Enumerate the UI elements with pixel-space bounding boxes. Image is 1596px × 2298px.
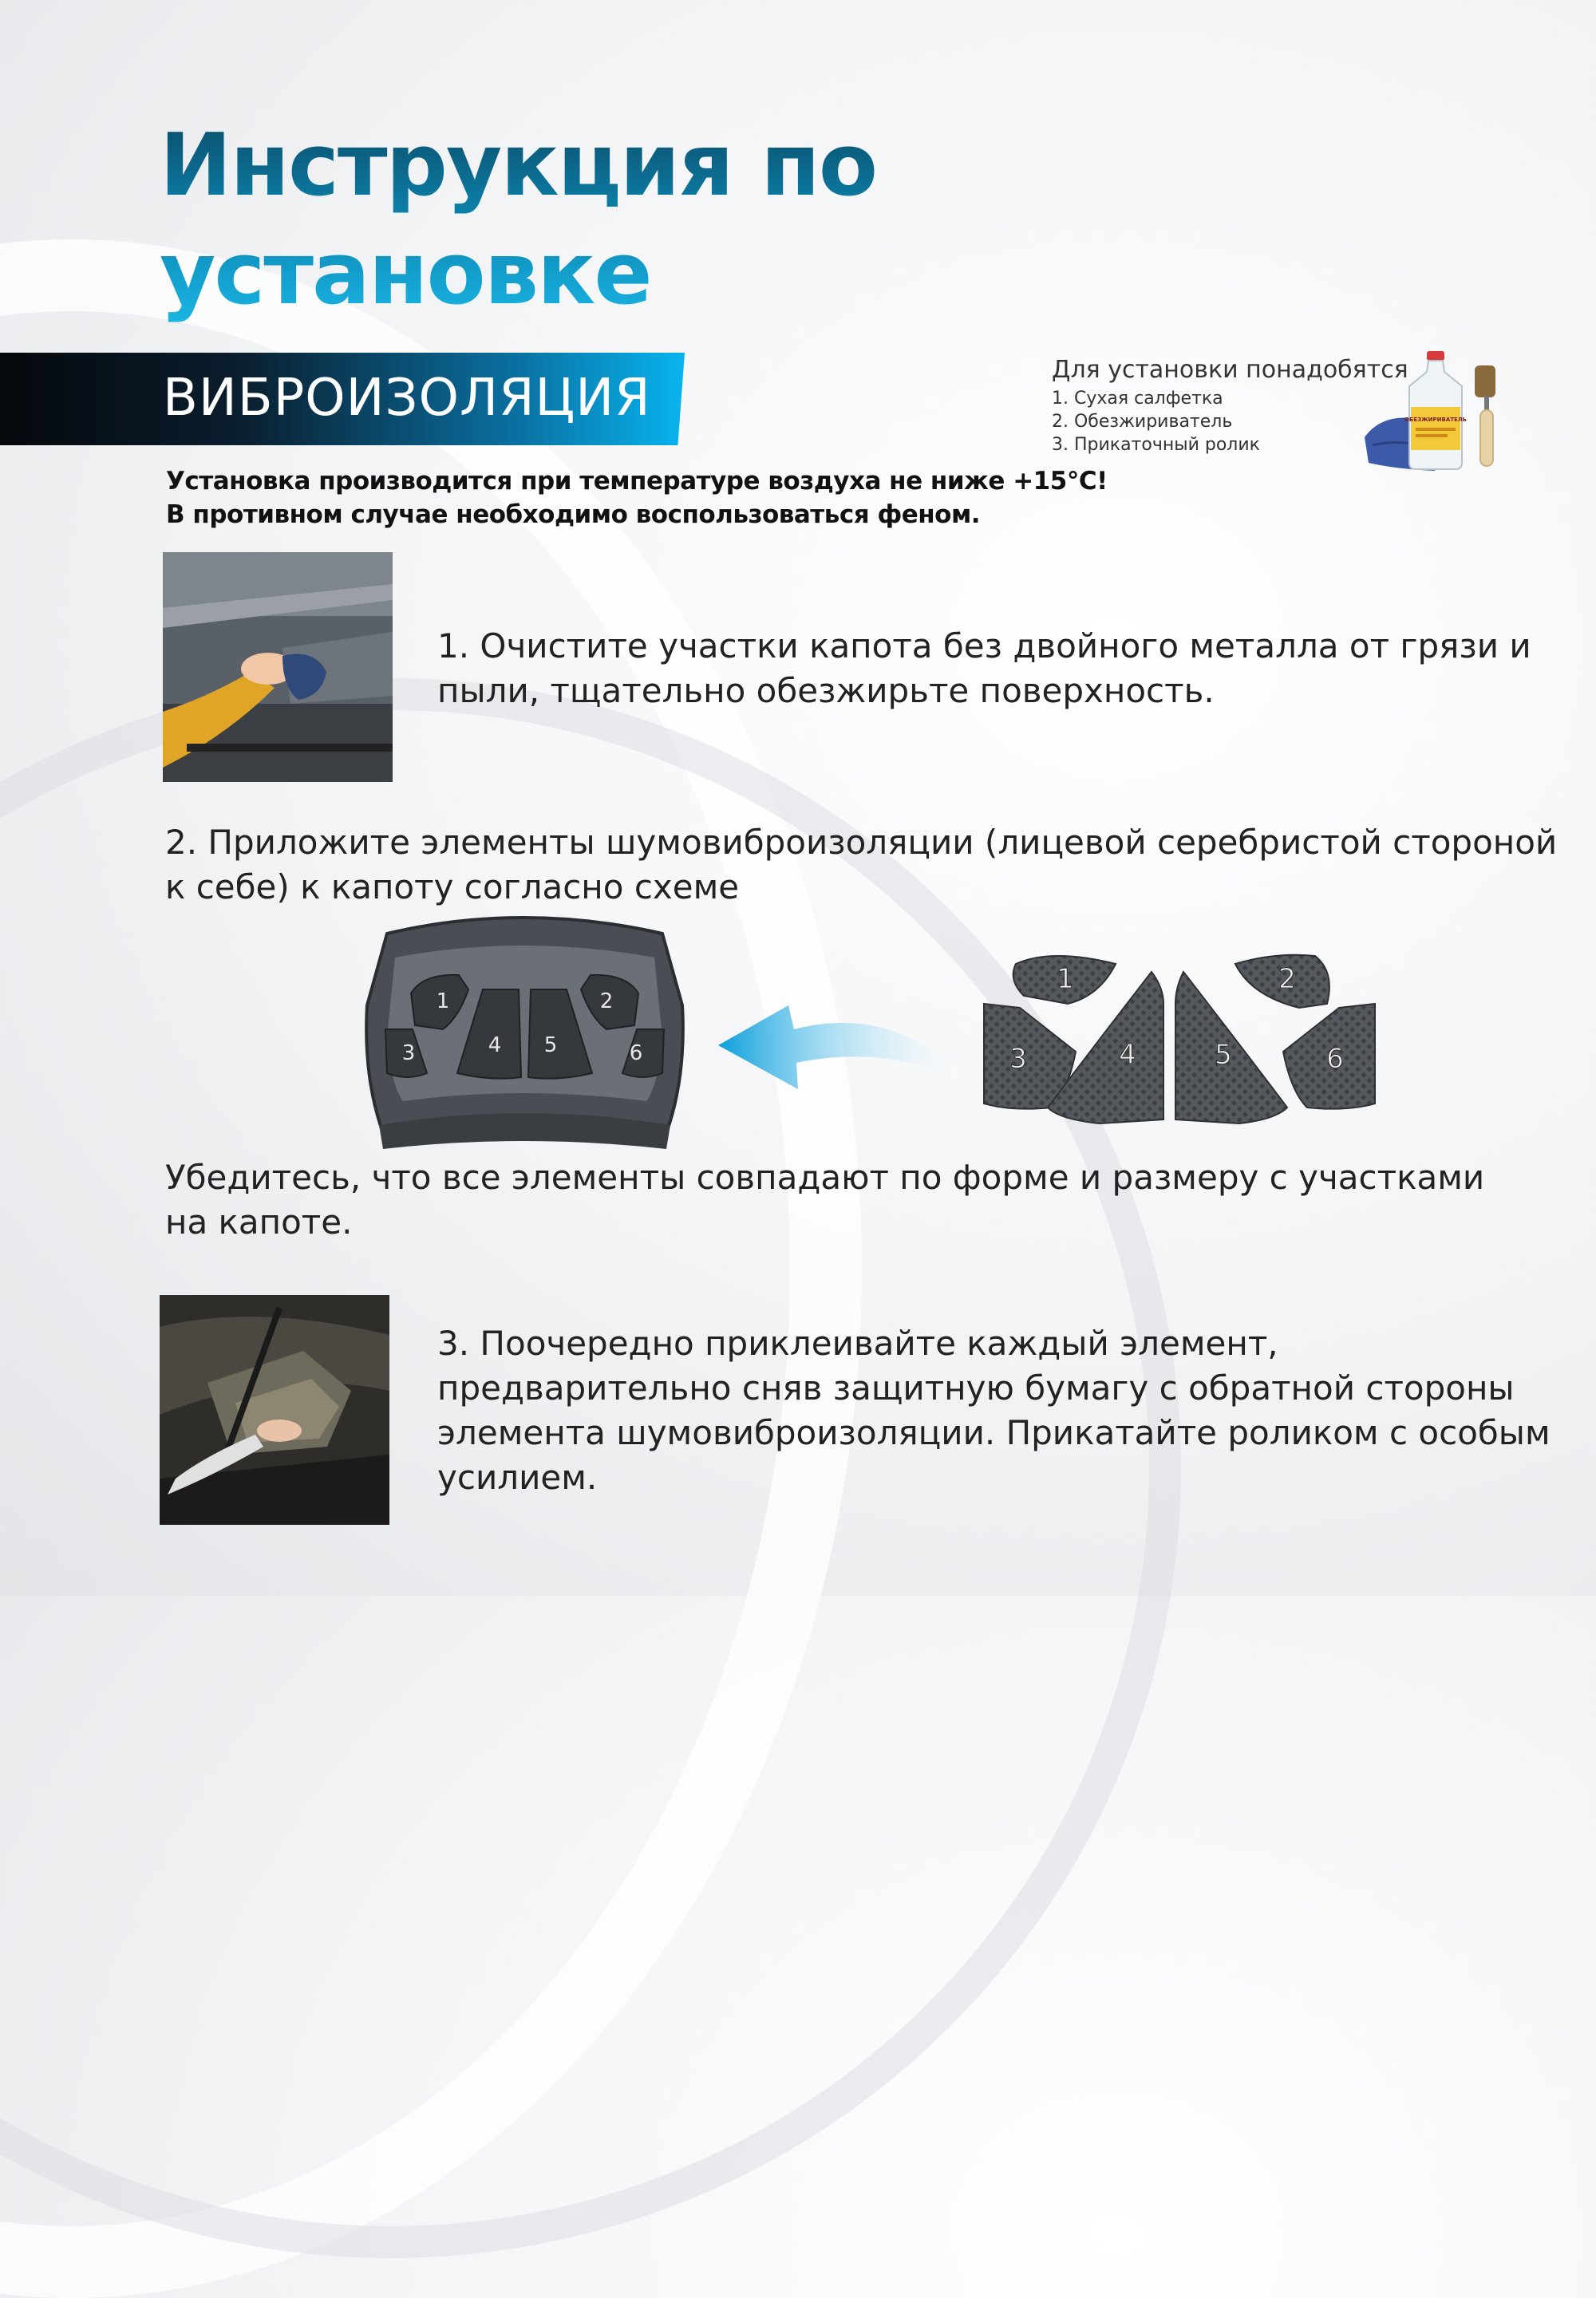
piece-label: 2 xyxy=(1278,963,1296,995)
hood-label: 1 xyxy=(436,989,450,1013)
hood-label: 4 xyxy=(488,1033,502,1057)
step2-text: 2. Приложите элементы шумовиброизоляции (лицевой серебристой стороной к себе) к капоту согласно схеме xyxy=(165,823,1558,906)
tools-item: 3. Прикаточный ролик xyxy=(1052,435,1260,455)
degreaser-bottle-icon xyxy=(1404,351,1467,469)
hood-diagram xyxy=(363,910,686,1161)
page-title-line1: Инструкция по xyxy=(160,116,877,215)
check-note-text: Убедитесь, что все элементы совпадают по форме и размеру с участками на капоте. xyxy=(165,1158,1485,1242)
section-title: ВИБРОИЗОЛЯЦИЯ xyxy=(163,369,651,428)
tools-list xyxy=(1052,356,1408,456)
page-title xyxy=(160,112,876,329)
piece-label: 1 xyxy=(1057,963,1074,995)
warning-line1: Установка производится при температуре воздуха не ниже +15°С! xyxy=(166,467,1108,496)
hood-label: 5 xyxy=(543,1033,558,1057)
tools-item: 2. Обезжириватель xyxy=(1052,412,1233,432)
tools-image xyxy=(1365,351,1508,471)
pieces-diagram xyxy=(980,948,1379,1131)
hood-label: 2 xyxy=(599,989,614,1013)
step1-photo xyxy=(163,552,393,782)
roller-icon xyxy=(1475,365,1495,466)
piece-label: 4 xyxy=(1119,1039,1136,1071)
step1-text: 1. Очистите участки капота без двойного металла от грязи и пыли, тщательно обезжирьте поверхность. xyxy=(437,626,1531,710)
step3-text: 3. Поочередно приклеивайте каждый элемент, предварительно сняв защитную бумагу с обратной стороны элемента шумовиброизоляции. Прикатайте роликом с особым усилием. xyxy=(437,1324,1551,1497)
background-swoosh xyxy=(0,239,862,2298)
warning-line2: В противном случае необходимо воспользоваться феном. xyxy=(166,500,981,529)
piece-label: 5 xyxy=(1215,1039,1232,1071)
step3-photo xyxy=(160,1295,389,1525)
piece-label: 6 xyxy=(1326,1043,1344,1075)
tools-item: 1. Сухая салфетка xyxy=(1052,389,1223,409)
hood-label: 3 xyxy=(401,1041,416,1065)
piece-label: 3 xyxy=(1009,1043,1027,1075)
page-title-line2: установке xyxy=(160,224,651,324)
bottle-label: ОБЕЗЖИРИВАТЕЛЬ xyxy=(1404,417,1467,423)
tools-heading: Для установки понадобятся xyxy=(1052,356,1408,384)
hood-label: 6 xyxy=(629,1041,643,1065)
temperature-warning xyxy=(166,464,1108,531)
arrow-icon xyxy=(710,989,966,1093)
